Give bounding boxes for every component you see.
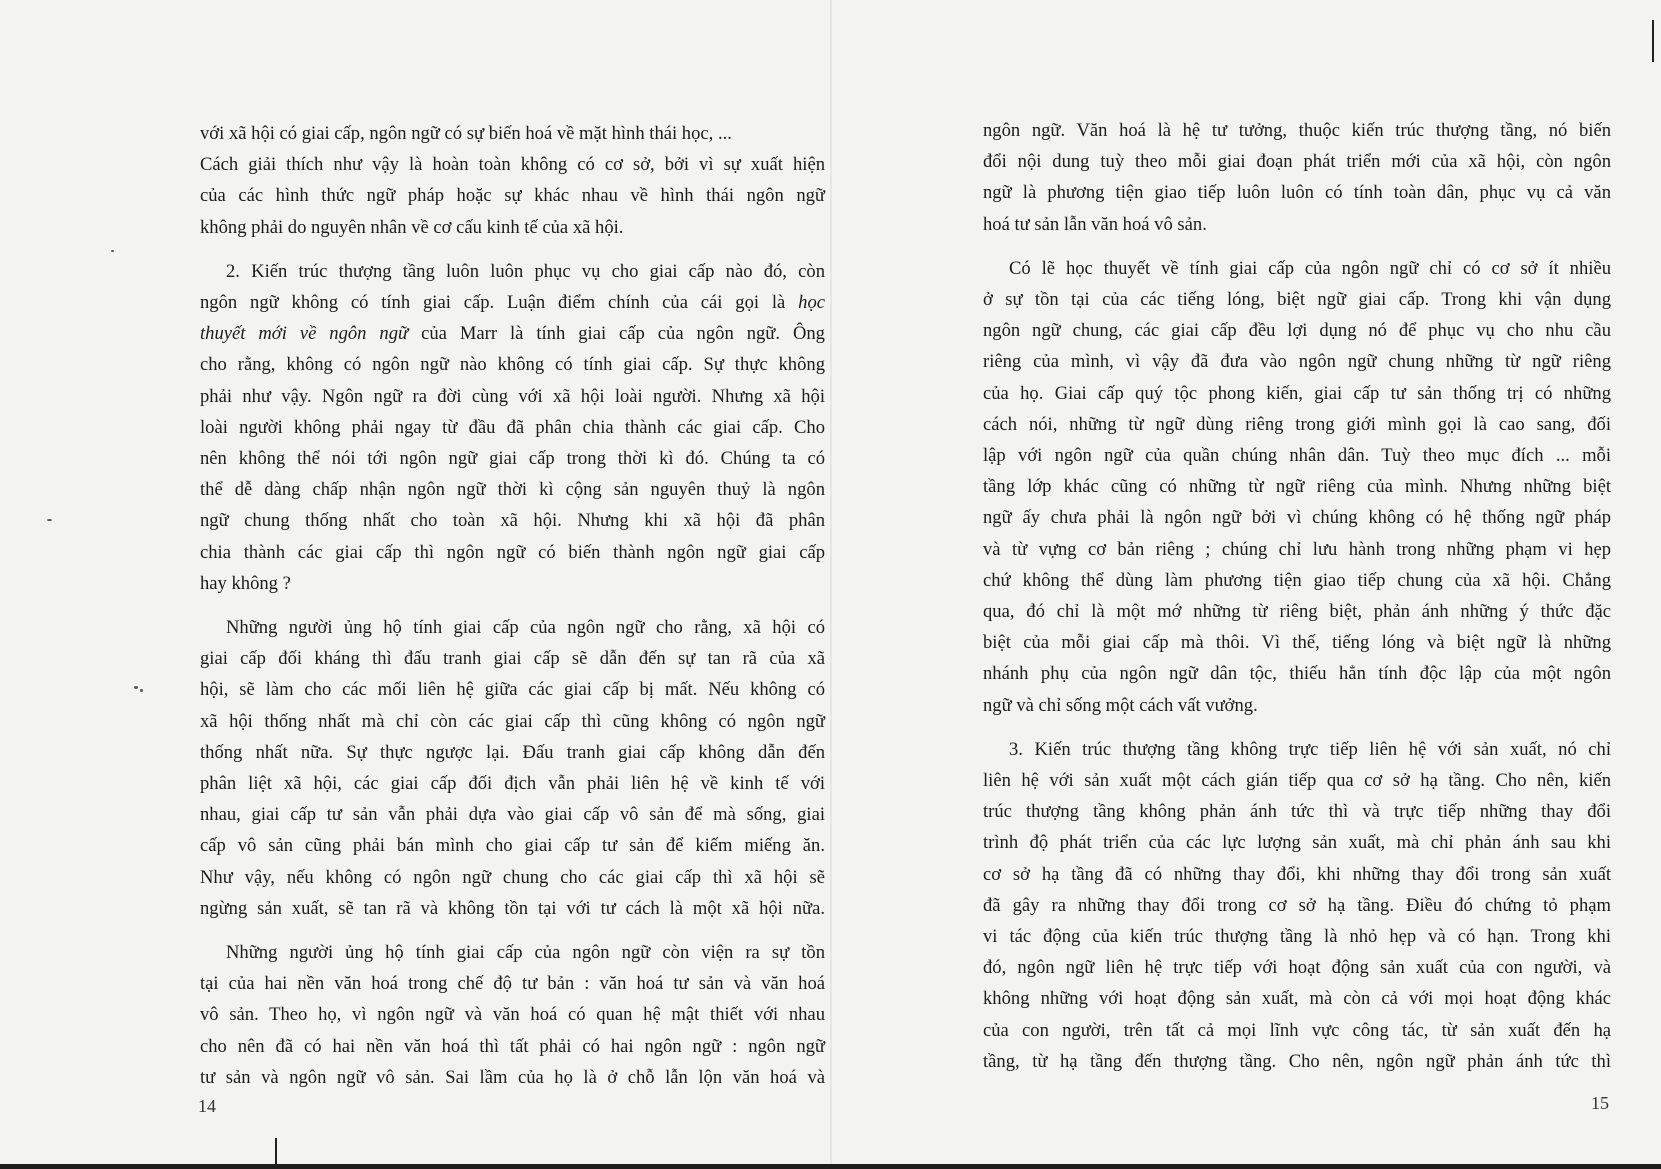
- text-line: [983, 627, 1611, 658]
- text-line-content: vô sản. Theo họ, vì ngôn ngữ và văn hoá có quan hệ mật thiết với nhau: [200, 1004, 825, 1026]
- text-line-content: thể dễ dàng chấp nhận ngôn ngữ thời kì cộng sản nguyên thuỷ là ngôn: [200, 479, 825, 501]
- text-line-content: ngữ là phương tiện giao tiếp luôn luôn có tính toàn dân, phục vụ cả văn: [983, 182, 1611, 204]
- text-line: [983, 409, 1611, 440]
- text-line-content: của con người, trên tất cả mọi lĩnh vực công tác, từ sản xuất đến hạ: [983, 1019, 1611, 1041]
- text-line: [200, 381, 825, 412]
- text-line: [983, 1046, 1611, 1077]
- text-line: [200, 412, 825, 443]
- text-line-content: riêng của mình, vì vậy đã đưa vào ngôn ngữ chung những từ ngữ riêng: [983, 351, 1611, 373]
- text-line: [200, 937, 825, 968]
- text-line-content: chia thành các giai cấp thì ngôn ngữ có biến thành ngôn ngữ giai cấp: [200, 541, 825, 563]
- text-line: [200, 568, 825, 599]
- text-line-content: cấp vô sản cũng phải bán mình cho giai cấp tư sản để kiếm miếng ăn.: [200, 835, 825, 857]
- text-line-content: Có lẽ học thuyết về tính giai cấp của ngôn ngữ chỉ có cơ sở ít nhiều: [1009, 257, 1611, 279]
- text-line: [200, 768, 825, 799]
- text-line-content: giai cấp đối kháng thì đấu tranh giai cấp sẽ dẫn đến sự tan rã của xã: [200, 648, 825, 670]
- text-line: [983, 346, 1611, 377]
- text-line: [200, 1062, 825, 1093]
- text-line: [983, 378, 1611, 409]
- text-line: [983, 921, 1611, 952]
- text-line: [200, 893, 825, 924]
- text-line-content: tầng lớp khác cũng có những từ ngữ riêng của mình. Nhưng những biệt: [983, 476, 1611, 498]
- text-line-content: hội, sẽ làm cho các mối liên hệ giữa các giai cấp bị mất. Nếu không có: [200, 679, 825, 701]
- text-line-content: đã gây ra những thay đổi trong cơ sở hạ tầng. Điều đó chứng tỏ phạm: [983, 894, 1611, 916]
- text-line: [200, 256, 825, 287]
- text-line-content: nhau, giai cấp tư sản vẫn phải dựa vào giai cấp vô sản để mà sống, giai: [200, 804, 825, 826]
- text-line: [200, 474, 825, 505]
- text-line-content: ngôn ngữ chung, các giai cấp đều lợi dụng nó để phục vụ cho nhu cầu: [983, 320, 1611, 342]
- text-line: [200, 643, 825, 674]
- text-line-content: phân liệt xã hội, các giai cấp đối địch vẫn phải liên hệ về kinh tế với: [200, 773, 825, 795]
- text-line: [983, 827, 1611, 858]
- text-line-content: ngôn ngữ không có tính giai cấp. Luận điểm chính của cái gọi là học: [200, 292, 825, 314]
- text-line: [983, 952, 1611, 983]
- text-line: [200, 674, 825, 705]
- text-line-content: ngữ chung thống nhất cho toàn xã hội. Nhưng khi xã hội đã phân: [200, 510, 825, 532]
- text-line: [200, 862, 825, 893]
- text-line: [200, 537, 825, 568]
- scan-speck: [47, 519, 52, 521]
- text-line: [983, 983, 1611, 1014]
- text-line: [983, 734, 1611, 765]
- text-line: [200, 212, 825, 243]
- text-line-content: liên hệ với sản xuất một cách gián tiếp qua cơ sở hạ tầng. Cho nên, kiến: [983, 770, 1611, 792]
- text-line-content: lập với ngôn ngữ của quần chúng nhân dân. Tuỳ theo mục đích ... mỗi: [983, 445, 1611, 467]
- text-line-content: không những với hoạt động sản xuất, mà còn cả với mọi hoạt động khác: [983, 988, 1611, 1010]
- text-line: [983, 177, 1611, 208]
- page-number-left: 14: [198, 1096, 216, 1116]
- page-number-right: 15: [1591, 1093, 1609, 1113]
- text-line-content: vi tác động của kiến trúc thượng tầng là nhỏ hẹp và có hạn. Trong khi: [983, 926, 1611, 948]
- text-line-content: ngữ và chỉ sống một cách vất vưởng.: [983, 694, 1258, 716]
- text-line: [983, 796, 1611, 827]
- text-line: [200, 968, 825, 999]
- paragraph-gap: [200, 924, 825, 937]
- text-line-content: Cách giải thích như vậy là hoàn toàn không có cơ sở, bởi vì sự xuất hiện: [200, 154, 825, 176]
- paragraph-gap: [200, 243, 825, 256]
- text-line-content: tư sản và ngôn ngữ vô sản. Sai lầm của họ là ở chỗ lẫn lộn văn hoá và: [200, 1066, 825, 1088]
- left-page: [0, 0, 830, 1169]
- text-line-content: đổi nội dung tuỳ theo mỗi giai đoạn phát triển mới của xã hội, còn ngôn: [983, 151, 1611, 173]
- text-line: [200, 318, 825, 349]
- text-line-content: và từ vựng cơ bản riêng ; chúng chỉ lưu hành trong những phạm vi hẹp: [983, 538, 1611, 560]
- text-line-content: ngôn ngữ. Văn hoá là hệ tư tưởng, thuộc kiến trúc thượng tầng, nó biến: [983, 120, 1611, 141]
- text-line-content: 3. Kiến trúc thượng tầng không trực tiếp liên hệ với sản xuất, nó chỉ: [1009, 738, 1611, 760]
- text-line: [200, 349, 825, 380]
- text-line: [983, 146, 1611, 177]
- text-line: [200, 505, 825, 536]
- text-line-content: của các hình thức ngữ pháp hoặc sự khác nhau về hình thái ngôn ngữ: [200, 185, 825, 207]
- text-line-content: hay không ?: [200, 572, 291, 594]
- text-line: [200, 830, 825, 861]
- text-line: [200, 706, 825, 737]
- text-line-content: tầng, từ hạ tầng đến thượng tầng. Cho nên, ngôn ngữ phản ánh tức thì: [983, 1050, 1611, 1072]
- text-line: [983, 315, 1611, 346]
- text-line-content: loài người không phải ngay từ đầu đã phân chia thành các giai cấp. Cho: [200, 416, 825, 438]
- text-line-content: 2. Kiến trúc thượng tầng luôn luôn phục vụ cho giai cấp nào đó, còn: [226, 260, 825, 282]
- text-line: [983, 596, 1611, 627]
- text-line: [983, 565, 1611, 596]
- left-page-text: [200, 118, 825, 1093]
- text-line: [200, 149, 825, 180]
- scan-mark: [275, 1138, 277, 1166]
- text-line: [983, 253, 1611, 284]
- text-line-content: ngừng sản xuất, sẽ tan rã và không tồn tại với tư cách là một xã hội nữa.: [200, 897, 825, 919]
- text-line-content: trúc thượng tầng không phản ánh tức thì và trực tiếp những thay đổi: [983, 801, 1611, 823]
- text-line: [200, 287, 825, 318]
- paragraph-gap: [983, 721, 1611, 734]
- text-line-content: nên không thể nói tới ngôn ngữ giai cấp trong thời kì đó. Chúng ta có: [200, 448, 825, 470]
- text-line-content: với xã hội có giai cấp, ngôn ngữ có sự biến hoá về mặt hình thái học, ...: [200, 123, 732, 144]
- text-line-content: Những người ủng hộ tính giai cấp của ngôn ngữ còn viện ra sự tồn: [226, 942, 825, 964]
- text-line-content: cách nói, những từ ngữ dùng riêng trong giới mình gọi là cao sang, đối: [983, 413, 1611, 435]
- text-line-content: cho nên đã có hai nền văn hoá thì tất phải có hai ngôn ngữ : ngôn ngữ: [200, 1035, 825, 1057]
- text-line-content: cho rằng, không có ngôn ngữ nào không có tính giai cấp. Sự thực không: [200, 354, 825, 376]
- text-line-content: xã hội thống nhất mà chỉ còn các giai cấp thì cũng không có ngôn ngữ: [200, 710, 825, 732]
- text-line: [983, 284, 1611, 315]
- text-line-content: biệt của mỗi giai cấp mà thôi. Vì thế, tiếng lóng và biệt ngữ là những: [983, 632, 1611, 654]
- text-line-content: đó, ngôn ngữ liên hệ trực tiếp với hoạt động sản xuất của con người, và: [983, 957, 1611, 979]
- text-line-content: ở sự tồn tại của các tiếng lóng, biệt ngữ giai cấp. Trong khi vận dụng: [983, 289, 1611, 311]
- text-line: [200, 443, 825, 474]
- text-line: [200, 118, 825, 149]
- text-line-content: chứ không thể dùng làm phương tiện giao tiếp chung của xã hội. Chẳng: [983, 569, 1611, 591]
- text-line-content: tại của hai nền văn hoá trong chế độ tư bản : văn hoá tư sản và văn hoá: [200, 973, 825, 995]
- text-line: [983, 658, 1611, 689]
- text-line-content: thống nhất nữa. Sự thực ngược lại. Đấu tranh giai cấp không dẫn đến: [200, 741, 825, 763]
- text-line-content: cơ sở hạ tầng đã có những thay đổi, khi những thay đổi trong sản xuất: [983, 863, 1611, 885]
- text-line-content: trình độ phát triển của các lực lượng sản xuất, mà chỉ phản ánh sau khi: [983, 832, 1611, 854]
- text-line: [983, 209, 1611, 240]
- scan-bottom-edge: [0, 1164, 1661, 1169]
- text-line-content: không phải do nguyên nhân về cơ cấu kinh tế của xã hội.: [200, 216, 624, 238]
- text-line: [983, 890, 1611, 921]
- text-line: [200, 1031, 825, 1062]
- right-page: [830, 0, 1661, 1169]
- text-line: [200, 999, 825, 1030]
- scan-speck: [134, 686, 138, 689]
- right-page-text: [983, 115, 1611, 1077]
- text-line: [983, 1015, 1611, 1046]
- text-line: [983, 502, 1611, 533]
- text-line-content: nhánh phụ của ngôn ngữ dân tộc, thiếu hẳn tính độc lập của một ngôn: [983, 663, 1611, 685]
- text-line: [983, 859, 1611, 890]
- text-line-content: ngữ ấy chưa phải là ngôn ngữ bởi vì chúng không có hệ thống ngữ pháp: [983, 507, 1611, 529]
- text-line-content: qua, đó chỉ là một mớ những từ riêng biệt, phản ánh những ý thức đặc: [983, 601, 1611, 623]
- scan-mark: [1652, 20, 1654, 62]
- text-line: [200, 799, 825, 830]
- text-line-content: của họ. Giai cấp quý tộc phong kiến, giai cấp tư sản thống trị có những: [983, 382, 1611, 404]
- text-line-content: hoá tư sản lẫn văn hoá vô sản.: [983, 213, 1207, 235]
- text-line: [200, 180, 825, 211]
- text-line: [200, 737, 825, 768]
- text-line: [200, 612, 825, 643]
- text-line: [983, 440, 1611, 471]
- text-line-content: Như vậy, nếu không có ngôn ngữ chung cho các giai cấp thì xã hội sẽ: [200, 866, 825, 888]
- text-line-content: Những người ủng hộ tính giai cấp của ngôn ngữ cho rằng, xã hội có: [226, 617, 825, 639]
- text-line-content: thuyết mới về ngôn ngữ của Marr là tính giai cấp của ngôn ngữ. Ông: [200, 323, 825, 345]
- paragraph-gap: [983, 240, 1611, 253]
- text-line: [983, 690, 1611, 721]
- text-line: [983, 534, 1611, 565]
- text-line: [983, 471, 1611, 502]
- text-line: [983, 115, 1611, 146]
- scan-speck: [140, 689, 143, 692]
- paragraph-gap: [200, 599, 825, 612]
- scan-speck: [111, 250, 114, 252]
- text-line-content: phải như vậy. Ngôn ngữ ra đời cùng với xã hội loài người. Nhưng xã hội: [200, 385, 825, 407]
- text-line: [983, 765, 1611, 796]
